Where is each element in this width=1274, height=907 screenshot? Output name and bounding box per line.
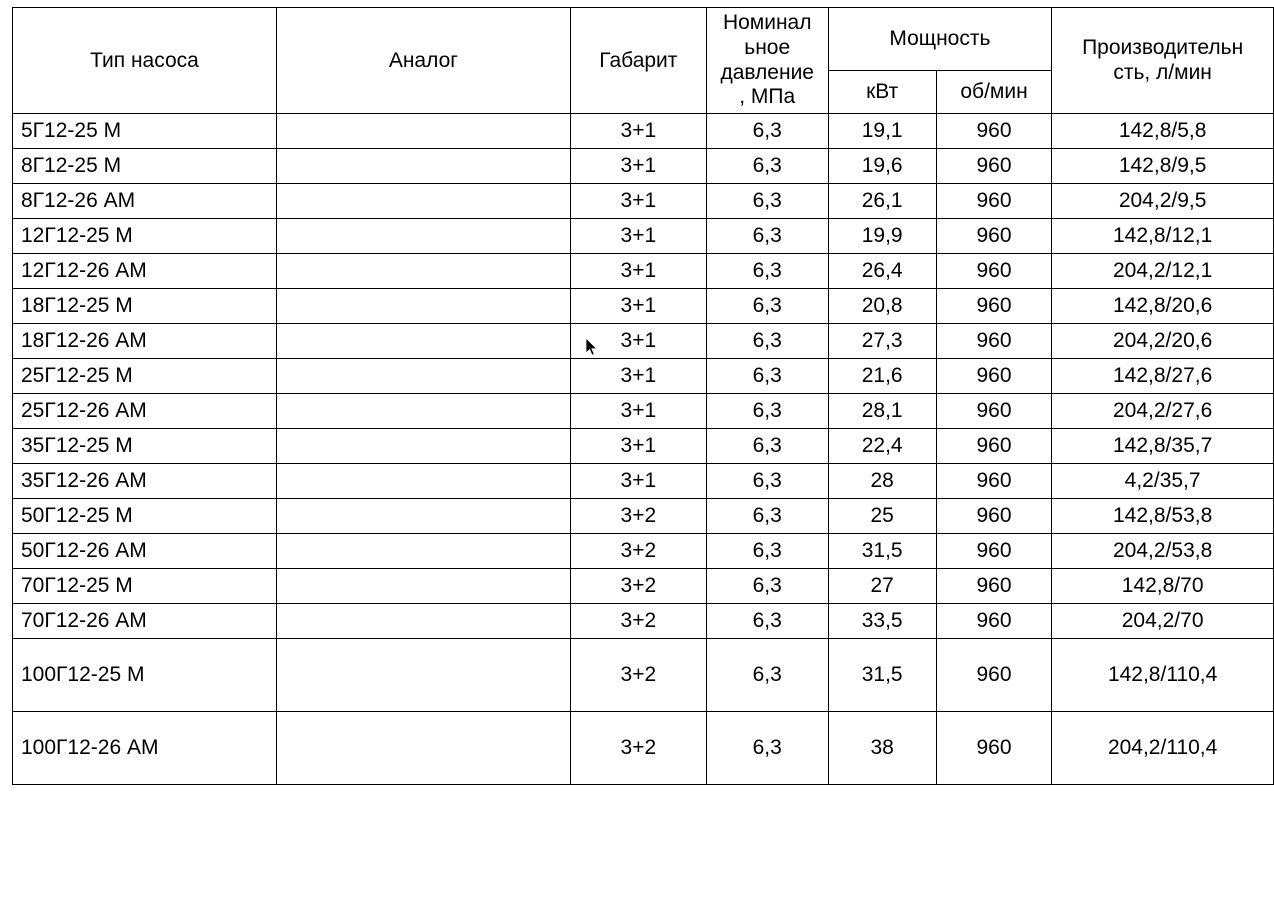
column-header-analog: Аналог — [276, 8, 570, 114]
cell-kw[interactable]: 28,1 — [828, 394, 936, 429]
cell-analog[interactable] — [276, 359, 570, 394]
table-row — [13, 429, 1274, 464]
table-row — [13, 359, 1274, 394]
cell-pressure[interactable]: 6,3 — [706, 569, 828, 604]
table-row — [13, 219, 1274, 254]
cell-pump-type[interactable]: 70Г12-25 М — [13, 569, 277, 604]
cell-pump-type[interactable]: 18Г12-25 М — [13, 289, 277, 324]
cell-gabarit[interactable]: 3+2 — [570, 534, 706, 569]
pressure-line-2: ьное — [744, 35, 791, 59]
table-body — [13, 114, 1274, 785]
cell-productivity[interactable]: 204,2/12,1 — [1052, 254, 1274, 289]
cell-pressure[interactable]: 6,3 — [706, 254, 828, 289]
column-header-pump-type: Тип насоса — [13, 8, 277, 114]
cell-pressure[interactable]: 6,3 — [706, 359, 828, 394]
cell-kw[interactable]: 31,5 — [828, 534, 936, 569]
cell-gabarit[interactable]: 3+1 — [570, 114, 706, 149]
cell-productivity[interactable]: 142,8/5,8 — [1052, 114, 1274, 149]
table-row — [13, 712, 1274, 785]
cell-analog[interactable] — [276, 534, 570, 569]
cell-pump-type[interactable]: 35Г12-25 М — [13, 429, 277, 464]
cell-productivity[interactable]: 142,8/35,7 — [1052, 429, 1274, 464]
cell-pump-type[interactable]: 18Г12-26 АМ — [13, 324, 277, 359]
cell-kw[interactable]: 26,1 — [828, 184, 936, 219]
cell-analog[interactable] — [276, 219, 570, 254]
cell-pump-type[interactable]: 25Г12-25 М — [13, 359, 277, 394]
column-header-kw: кВт — [828, 71, 936, 114]
cell-rpm[interactable]: 960 — [936, 149, 1051, 184]
table-row — [13, 499, 1274, 534]
table-row — [13, 149, 1274, 184]
cell-productivity[interactable]: 204,2/70 — [1052, 604, 1274, 639]
cell-gabarit[interactable]: 3+1 — [570, 149, 706, 184]
cell-analog[interactable] — [276, 254, 570, 289]
pump-specifications-table — [12, 7, 1274, 785]
cell-kw[interactable]: 33,5 — [828, 604, 936, 639]
cell-gabarit[interactable]: 3+1 — [570, 289, 706, 324]
cell-gabarit[interactable]: 3+1 — [570, 254, 706, 289]
cell-gabarit[interactable]: 3+2 — [570, 712, 706, 785]
cell-rpm[interactable]: 960 — [936, 499, 1051, 534]
cell-kw[interactable]: 19,1 — [828, 114, 936, 149]
column-header-gabarit: Габарит — [570, 8, 706, 114]
productivity-line-2: сть, л/мин — [1113, 60, 1212, 84]
cell-analog[interactable] — [276, 184, 570, 219]
cell-rpm[interactable]: 960 — [936, 429, 1051, 464]
column-header-productivity — [1052, 8, 1274, 114]
header-row — [13, 8, 1274, 71]
cell-kw[interactable]: 20,8 — [828, 289, 936, 324]
cell-analog[interactable] — [276, 569, 570, 604]
cell-pressure[interactable]: 6,3 — [706, 604, 828, 639]
cell-pump-type[interactable]: 100Г12-26 АМ — [13, 712, 277, 785]
cell-pump-type[interactable]: 12Г12-25 М — [13, 219, 277, 254]
cell-gabarit[interactable]: 3+2 — [570, 499, 706, 534]
cell-pump-type[interactable]: 35Г12-26 АМ — [13, 464, 277, 499]
cell-pressure[interactable]: 6,3 — [706, 114, 828, 149]
table-row — [13, 604, 1274, 639]
cell-productivity[interactable]: 142,8/53,8 — [1052, 499, 1274, 534]
cell-kw[interactable]: 38 — [828, 712, 936, 785]
cell-rpm[interactable]: 960 — [936, 324, 1051, 359]
table-row — [13, 289, 1274, 324]
cell-rpm[interactable]: 960 — [936, 394, 1051, 429]
cell-productivity[interactable]: 142,8/20,6 — [1052, 289, 1274, 324]
cell-rpm[interactable]: 960 — [936, 604, 1051, 639]
cell-pressure[interactable]: 6,3 — [706, 184, 828, 219]
table-row — [13, 639, 1274, 712]
cell-productivity[interactable]: 204,2/27,6 — [1052, 394, 1274, 429]
cell-productivity[interactable]: 4,2/35,7 — [1052, 464, 1274, 499]
cell-productivity[interactable]: 142,8/110,4 — [1052, 639, 1274, 712]
cell-gabarit[interactable]: 3+2 — [570, 604, 706, 639]
table-row — [13, 569, 1274, 604]
cell-productivity[interactable]: 204,2/20,6 — [1052, 324, 1274, 359]
table-row — [13, 464, 1274, 499]
cell-gabarit[interactable]: 3+1 — [570, 324, 706, 359]
cell-rpm[interactable]: 960 — [936, 114, 1051, 149]
cell-kw[interactable]: 26,4 — [828, 254, 936, 289]
cell-gabarit[interactable]: 3+2 — [570, 569, 706, 604]
cell-productivity[interactable]: 142,8/70 — [1052, 569, 1274, 604]
cell-productivity[interactable]: 204,2/9,5 — [1052, 184, 1274, 219]
cell-pump-type[interactable]: 70Г12-26 АМ — [13, 604, 277, 639]
cell-productivity[interactable]: 142,8/27,6 — [1052, 359, 1274, 394]
productivity-line-1: Производительн — [1082, 35, 1244, 59]
cell-kw[interactable]: 27 — [828, 569, 936, 604]
cell-analog[interactable] — [276, 464, 570, 499]
cell-analog[interactable] — [276, 604, 570, 639]
cell-gabarit[interactable]: 3+1 — [570, 359, 706, 394]
cell-kw[interactable]: 22,4 — [828, 429, 936, 464]
cell-analog[interactable] — [276, 639, 570, 712]
cell-analog[interactable] — [276, 114, 570, 149]
cell-gabarit[interactable]: 3+1 — [570, 184, 706, 219]
cell-gabarit[interactable]: 3+1 — [570, 394, 706, 429]
pressure-line-4: , МПа — [739, 85, 796, 109]
cell-pressure[interactable]: 6,3 — [706, 219, 828, 254]
column-header-power: Мощность — [828, 8, 1052, 71]
cell-pressure[interactable]: 6,3 — [706, 149, 828, 184]
cell-kw[interactable]: 28 — [828, 464, 936, 499]
cell-pressure[interactable]: 6,3 — [706, 534, 828, 569]
cell-pump-type[interactable]: 25Г12-26 АМ — [13, 394, 277, 429]
pressure-line-1: Номинал — [722, 10, 812, 34]
cell-gabarit[interactable]: 3+2 — [570, 639, 706, 712]
table-row — [13, 114, 1274, 149]
cell-pressure[interactable]: 6,3 — [706, 289, 828, 324]
cell-pressure[interactable]: 6,3 — [706, 639, 828, 712]
cell-rpm[interactable]: 960 — [936, 184, 1051, 219]
table-row — [13, 394, 1274, 429]
cell-rpm[interactable]: 960 — [936, 359, 1051, 394]
cell-analog[interactable] — [276, 394, 570, 429]
spreadsheet-sheet — [0, 7, 1274, 907]
cell-pump-type[interactable]: 8Г12-25 М — [13, 149, 277, 184]
table-header — [13, 8, 1274, 114]
cell-kw[interactable]: 19,6 — [828, 149, 936, 184]
pressure-line-3: давление — [720, 60, 814, 84]
cell-rpm[interactable]: 960 — [936, 639, 1051, 712]
cell-pressure[interactable]: 6,3 — [706, 464, 828, 499]
cell-analog[interactable] — [276, 499, 570, 534]
cell-pump-type[interactable]: 8Г12-26 АМ — [13, 184, 277, 219]
column-header-nominal-pressure — [706, 8, 828, 114]
cell-rpm[interactable]: 960 — [936, 289, 1051, 324]
cell-rpm[interactable]: 960 — [936, 712, 1051, 785]
cell-pump-type[interactable]: 50Г12-26 АМ — [13, 534, 277, 569]
cell-pump-type[interactable]: 5Г12-25 М — [13, 114, 277, 149]
cell-rpm[interactable]: 960 — [936, 219, 1051, 254]
cell-kw[interactable]: 27,3 — [828, 324, 936, 359]
cell-productivity[interactable]: 142,8/12,1 — [1052, 219, 1274, 254]
cell-pressure[interactable]: 6,3 — [706, 499, 828, 534]
cell-analog[interactable] — [276, 712, 570, 785]
cell-gabarit[interactable]: 3+1 — [570, 219, 706, 254]
cell-pump-type[interactable]: 100Г12-25 М — [13, 639, 277, 712]
cell-analog[interactable] — [276, 289, 570, 324]
cell-pressure[interactable]: 6,3 — [706, 429, 828, 464]
cell-rpm[interactable]: 960 — [936, 254, 1051, 289]
cell-rpm[interactable]: 960 — [936, 464, 1051, 499]
cell-pressure[interactable]: 6,3 — [706, 394, 828, 429]
table-row — [13, 184, 1274, 219]
cell-pump-type[interactable]: 50Г12-25 М — [13, 499, 277, 534]
cell-analog[interactable] — [276, 429, 570, 464]
cell-analog[interactable] — [276, 324, 570, 359]
cell-pressure[interactable]: 6,3 — [706, 324, 828, 359]
cell-pump-type[interactable]: 12Г12-26 АМ — [13, 254, 277, 289]
cell-productivity[interactable]: 204,2/110,4 — [1052, 712, 1274, 785]
cell-rpm[interactable]: 960 — [936, 569, 1051, 604]
column-header-rpm: об/мин — [936, 71, 1051, 114]
cell-kw[interactable]: 25 — [828, 499, 936, 534]
cell-kw[interactable]: 31,5 — [828, 639, 936, 712]
cell-rpm[interactable]: 960 — [936, 534, 1051, 569]
cell-kw[interactable]: 21,6 — [828, 359, 936, 394]
cell-pressure[interactable]: 6,3 — [706, 712, 828, 785]
cell-gabarit[interactable]: 3+1 — [570, 429, 706, 464]
cell-kw[interactable]: 19,9 — [828, 219, 936, 254]
cell-productivity[interactable]: 204,2/53,8 — [1052, 534, 1274, 569]
table-row — [13, 324, 1274, 359]
table-row — [13, 254, 1274, 289]
table-row — [13, 534, 1274, 569]
cell-productivity[interactable]: 142,8/9,5 — [1052, 149, 1274, 184]
cell-analog[interactable] — [276, 149, 570, 184]
cell-gabarit[interactable]: 3+1 — [570, 464, 706, 499]
